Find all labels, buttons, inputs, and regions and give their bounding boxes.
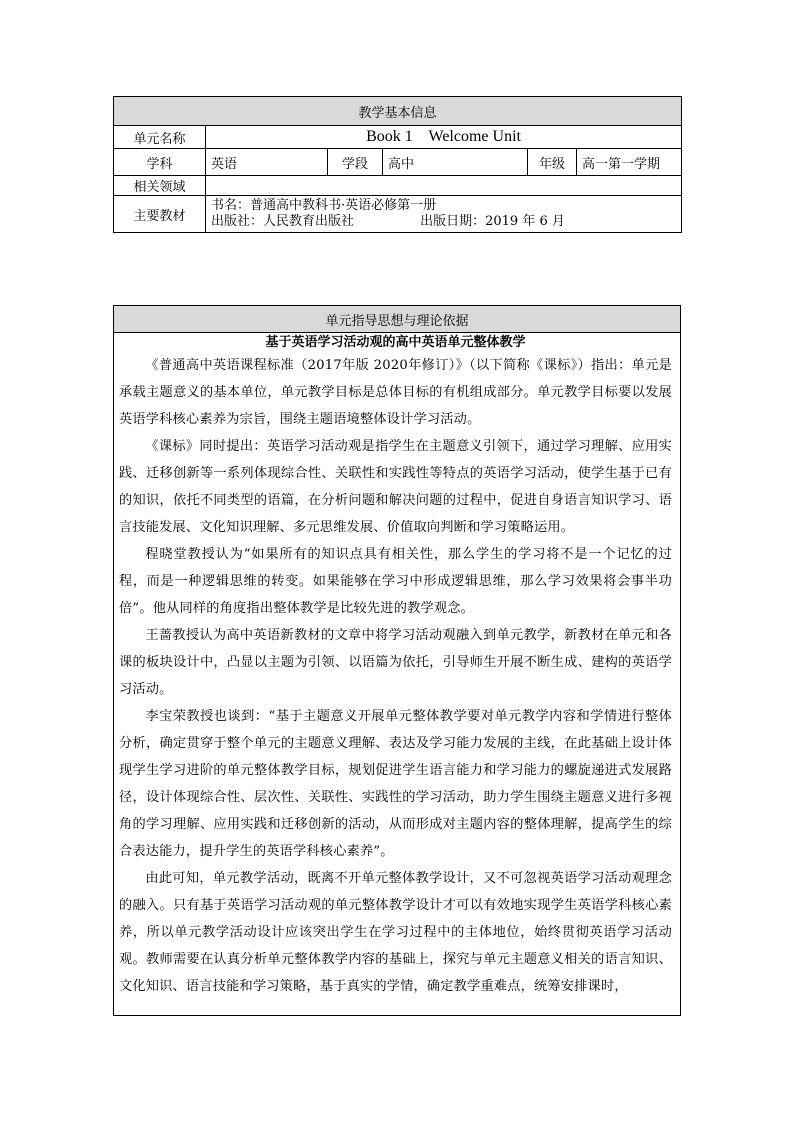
stage-label: 学段 [328,149,383,176]
subject-label: 学科 [114,149,206,176]
theory-paragraph: 王蔷教授认为高中英语新教材的文章中将学习活动观融入到单元教学，新教材在单元和各课的板块设计中，凸显以主题为引领、以语篇为依托，引导师生开展不断生成、建构的英语学习活动。 [119,628,672,697]
field-label: 相关领域 [114,176,206,196]
theory-body [114,333,681,1016]
unit-name-label: 单元名称 [114,126,206,149]
basic-info-header: 教学基本信息 [114,97,682,126]
theory-table [113,305,681,1016]
theory-paragraph: 程晓堂教授认为“如果所有的知识点具有相关性，那么学生的学习将不是一个记忆的过程，而是一种逻辑思维的转变。如果能够在学习中形成逻辑思维，那么学习效果将会事半功倍”。他从同样的角度指出整体教学是比较先进的教学观念。 [119,547,672,616]
theory-paragraph: 李宝荣教授也谈到：“基于主题意义开展单元整体教学要对单元教学内容和学情进行整体分析，确定贯穿于整个单元的主题意义理解、表达及学习能力发展的主线，在此基础上设计体现学生学习进阶的单元整体教学目标，规划促进学生语言能力和学习能力的螺旋递进式发展路径，设计体现综合性、层次性、关联性、实践性的学习活动，助力学生围绕主题意义进行多视角的学习理解、应用实践和迁移创新的活动，从而形成对主题内容的整体理解，提高学生的综合表达能力，提升学生的英语学科核心素养”。 [119,709,672,859]
textbook-label: 主要教材 [114,196,206,233]
textbook-name: 书名：普通高中教科书·英语必修第一册 [211,198,437,213]
theory-paragraph: 《普通高中英语课程标准（2017年版 2020年修订）》（以下简称《课标》）指出：单元是承载主题意义的基本单位，单元教学目标是总体目标的有机组成部分。单元教学目标要以发展英语学科核心素养为宗旨，围绕主题语境整体设计学习活动。 [119,358,672,427]
subject-value: 英语 [206,149,328,176]
theory-paragraph: 《课标》同时提出：英语学习活动观是指学生在主题意义引领下，通过学习理解、应用实践、迁移创新等一系列体现综合性、关联性和实践性等特点的英语学习活动，使学生基于已有的知识，依托不同类型的语篇，在分析问题和解决问题的过程中，促进自身语言知识学习、语言技能发展、文化知识理解、多元思维发展、价值取向判断和学习策略运用。 [119,439,672,535]
unit-name-value: Book 1 Welcome Unit [206,126,682,149]
theory-paragraph: 由此可知，单元教学活动，既离不开单元整体教学设计，又不可忽视英语学习活动观理念的融入。只有基于英语学习活动观的单元整体教学设计才可以有效地实现学生英语学科核心素养，所以单元教学活动设计应该突出学生在学习过程中的主体地位，始终贯彻英语学习活动观。教师需要在认真分析单元整体教学内容的基础上，探究与单元主题意义相关的语言知识、文化知识、语言技能和学习策略，基于真实的学情，确定教学重难点，统筹安排课时， [119,871,672,994]
field-value [206,176,682,196]
theory-header: 单元指导思想与理论依据 [114,306,681,333]
basic-info-table [113,96,682,233]
grade-value: 高一第一学期 [577,149,682,176]
textbook-value [206,196,682,233]
stage-value: 高中 [383,149,528,176]
theory-title: 基于英语学习活动观的高中英语单元整体教学 [265,335,526,350]
textbook-publisher: 出版社：人民教育出版社 出版日期：2019 年 6 月 [211,214,565,229]
grade-label: 年级 [528,149,577,176]
